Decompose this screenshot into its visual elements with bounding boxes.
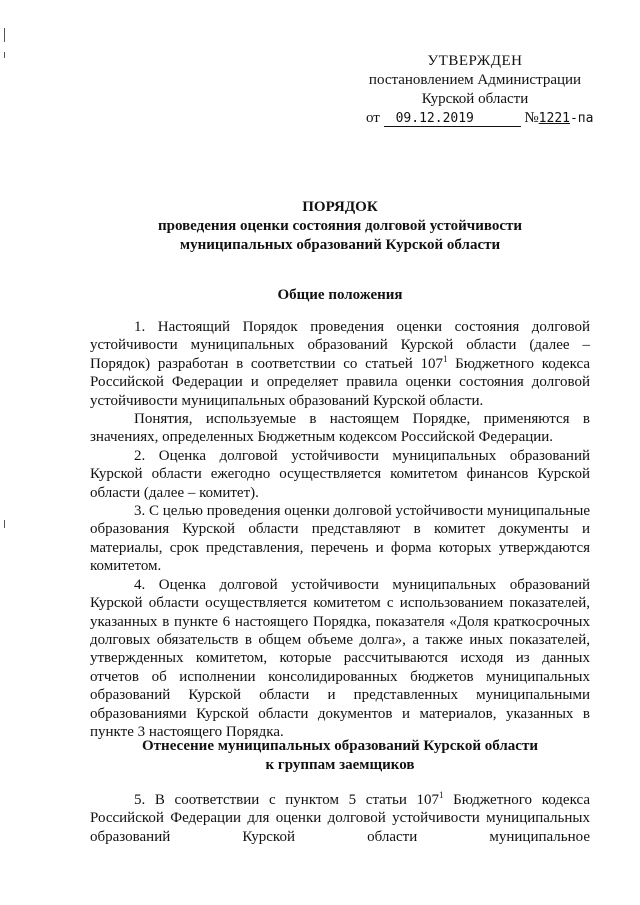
paragraph-3: 2. Оценка долговой устойчивости муниципальных образований Курской области ежегодно осуществляется комитетом финансов Курской области (далее – комитет). [90, 447, 590, 501]
document-subtitle-1: проведения оценки состояния долговой устойчивости [157, 218, 523, 234]
approval-number-suffix: -па [569, 111, 594, 126]
section-heading-general: Общие положения [277, 287, 403, 303]
margin-mark [4, 520, 5, 528]
paragraph-5: 4. Оценка долговой устойчивости муниципальных образований Курской области осуществляется комитетом с использованием показателей, указанных в пункте 6 настоящего Порядка, показателя «Доля краткосрочных долговых обязательств в общем объеме долга», а также иных показателей, утвержденных комитетом, которые рассчитываются исходя из данных отчетов об исполнении консолидированных бюджетов муниципальных образований Курской области и представленных муниципальными образованиями Курской области документов и материалов, указанных в пункте 3 настоящего Порядка. [90, 576, 590, 740]
footnote-sup: 1 [442, 353, 448, 364]
margin-mark [4, 52, 5, 58]
paragraph-6: 5. В соответствии с пунктом 5 статьи $107^1$ Бюджетного кодекса Российской Федерации для оценки долговой устойчивости муниципальных образований Курской области муниципальное [90, 790, 591, 845]
section-groups-body [90, 791, 590, 846]
document-subtitle-2: муниципальных образований Курской области [179, 237, 501, 253]
approval-date: 09.12.2019 [384, 111, 521, 127]
approval-block [340, 52, 610, 128]
paragraph-4: 3. С целью проведения оценки долговой устойчивости муниципальные образования Курской области представляют в комитет документы и материалы, срок представления, перечень и форма которых утверждаются комитетом. [90, 503, 590, 575]
approval-line-1: постановлением Администрации [368, 72, 582, 88]
document-title: ПОРЯДОК [302, 199, 378, 215]
from-label: от [366, 110, 380, 126]
section-heading-groups [90, 737, 590, 775]
margin-mark [4, 28, 5, 42]
approval-date-line [340, 109, 610, 128]
number-sign: № [524, 110, 539, 126]
paragraph-2: Понятия, используемые в настоящем Порядке, применяются в значениях, определенных Бюджетным кодексом Российской Федерации. [90, 411, 590, 446]
section-heading-groups-2: к группам заемщиков [265, 757, 415, 773]
section-heading-groups-1: Отнесение муниципальных образований Курской области [142, 738, 538, 754]
footnote-sup: 1 [439, 790, 444, 800]
approval-number: 1221 [538, 111, 570, 126]
approval-title: УТВЕРЖДЕН [427, 53, 523, 69]
approval-line-2: Курской области [421, 91, 529, 107]
section-general-body [90, 318, 590, 741]
document-title-block [90, 198, 590, 255]
paragraph-1: 1. Настоящий Порядок проведения оценки состояния долговой устойчивости муниципальных образований Курской области (далее – Порядок) разработан в соответствии со статьей $107^1$ Бюджетного кодекса Российской Федерации и определяет правила оценки состояния долговой устойчивости муниципальных образований Курской области. [90, 319, 590, 409]
